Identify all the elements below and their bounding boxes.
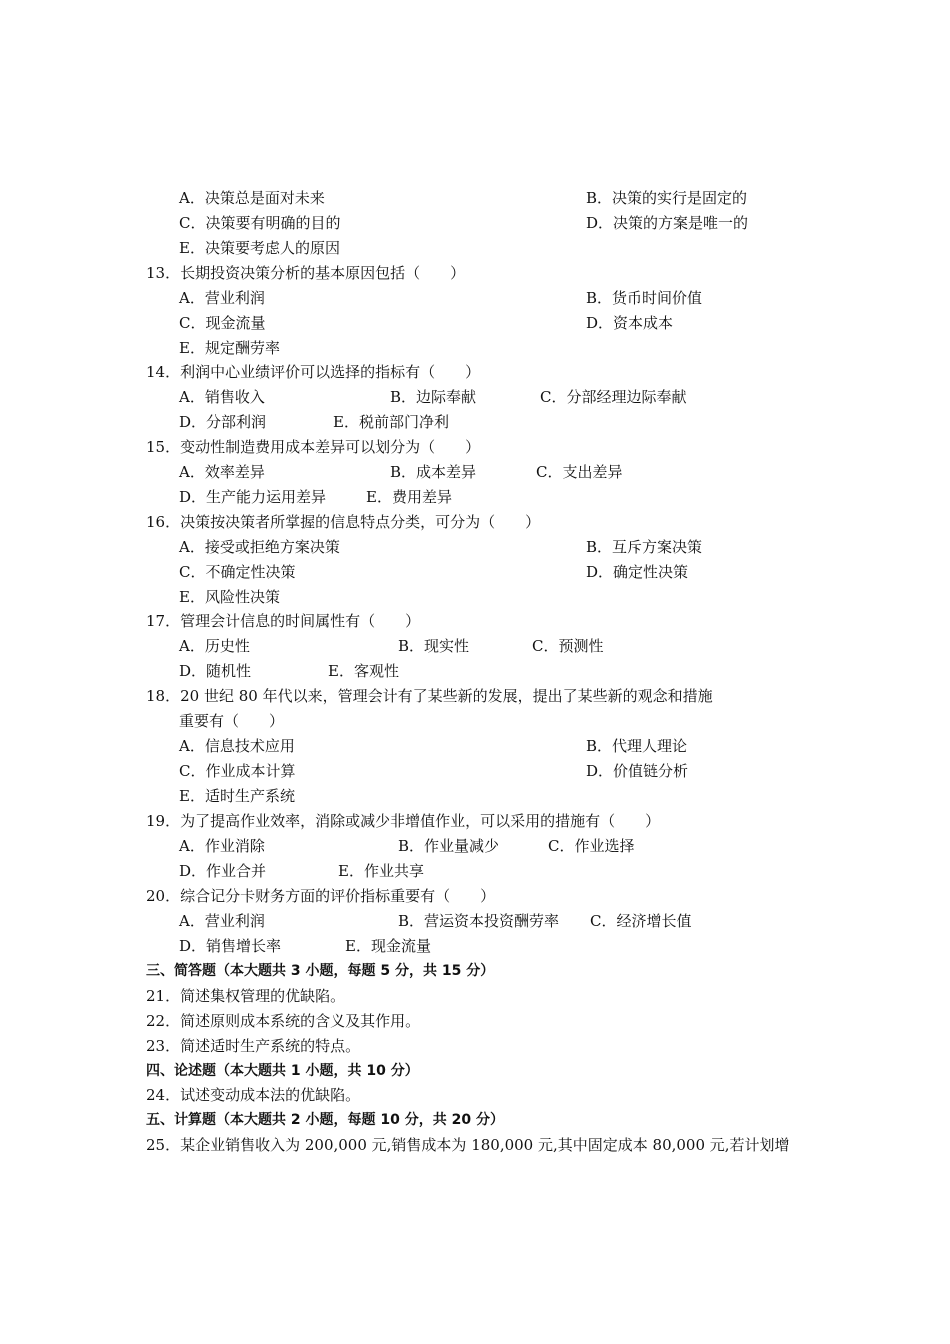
- q20-option-c: C．经济增长值: [590, 912, 692, 930]
- q13-option-e: E．规定酬劳率: [179, 339, 280, 357]
- q20-option-d: D．销售增长率: [179, 937, 282, 955]
- q14-option-e: E．税前部门净利: [333, 413, 449, 431]
- q13-option-d: D．资本成本: [586, 314, 674, 332]
- q24-text: 24．试述变动成本法的优缺陷。: [146, 1086, 361, 1104]
- q20-stem: 20．综合记分卡财务方面的评价指标重要有（ ）: [146, 887, 496, 905]
- q23-text: 23．简述适时生产系统的特点。: [146, 1037, 361, 1055]
- q22-text: 22．简述原则成本系统的含义及其作用。: [146, 1012, 421, 1030]
- q18-option-c: C．作业成本计算: [179, 762, 296, 780]
- q14-option-a: A．销售收入: [179, 388, 265, 406]
- q13-option-a: A．营业利润: [179, 289, 265, 307]
- q14-stem: 14．利润中心业绩评价可以选择的指标有（ ）: [146, 363, 481, 381]
- q18-option-d: D．价值链分析: [586, 762, 689, 780]
- q14-option-b: B．边际奉献: [390, 388, 477, 406]
- q15-option-b: B．成本差异: [390, 463, 477, 481]
- q15-option-a: A．效率差异: [179, 463, 265, 481]
- q17-option-e: E．客观性: [328, 662, 399, 680]
- q18-stem-line1: 18．20 世纪 80 年代以来，管理会计有了某些新的发展，提出了某些新的观念和措施: [146, 687, 713, 705]
- q16-option-e: E．风险性决策: [179, 588, 280, 606]
- q16-option-a: A．接受或拒绝方案决策: [179, 538, 340, 556]
- q17-stem: 17．管理会计信息的时间属性有（ ）: [146, 612, 421, 630]
- q15-option-c: C．支出差异: [536, 463, 623, 481]
- q16-option-c: C．不确定性决策: [179, 563, 296, 581]
- q18-stem-line2: 重要有（ ）: [179, 712, 285, 730]
- q13-option-b: B．货币时间价值: [586, 289, 703, 307]
- q19-option-a: A．作业消除: [179, 837, 265, 855]
- q18-option-b: B．代理人理论: [586, 737, 688, 755]
- q19-option-e: E．作业共享: [338, 862, 424, 880]
- q19-option-b: B．作业量减少: [398, 837, 500, 855]
- q20-option-b: B．营运资本投资酬劳率: [398, 912, 560, 930]
- section-4-title: 四、论述题（本大题共 1 小题，共 10 分）: [146, 1063, 419, 1079]
- section-5-title: 五、计算题（本大题共 2 小题，每题 10 分，共 20 分）: [146, 1112, 504, 1128]
- q18-option-a: A．信息技术应用: [179, 737, 295, 755]
- q13-option-c: C．现金流量: [179, 314, 266, 332]
- q12-option-a: A．决策总是面对未来: [179, 189, 325, 207]
- q12-option-b: B．决策的实行是固定的: [586, 189, 748, 207]
- q15-option-e: E．费用差异: [366, 488, 452, 506]
- q17-option-c: C．预测性: [532, 637, 604, 655]
- q20-option-a: A．营业利润: [179, 912, 265, 930]
- q16-option-b: B．互斥方案决策: [586, 538, 703, 556]
- q21-text: 21．简述集权管理的优缺陷。: [146, 987, 346, 1005]
- q16-stem: 16．决策按决策者所掌握的信息特点分类，可分为（ ）: [146, 513, 541, 531]
- q19-stem: 19．为了提高作业效率，消除或减少非增值作业，可以采用的措施有（ ）: [146, 812, 661, 830]
- q18-option-e: E．适时生产系统: [179, 787, 295, 805]
- q16-option-d: D．确定性决策: [586, 563, 689, 581]
- q17-option-b: B．现实性: [398, 637, 470, 655]
- q25-text: 25．某企业销售收入为 200,000 元,销售成本为 180,000 元,其中固定成本 80,000 元,若计划增: [146, 1136, 790, 1154]
- q15-stem: 15．变动性制造费用成本差异可以划分为（ ）: [146, 438, 481, 456]
- q12-option-c: C．决策要有明确的目的: [179, 214, 341, 232]
- section-3-title: 三、简答题（本大题共 3 小题，每题 5 分，共 15 分）: [146, 963, 495, 979]
- q14-option-c: C．分部经理边际奉献: [540, 388, 687, 406]
- q13-stem: 13．长期投资决策分析的基本原因包括（ ）: [146, 264, 466, 282]
- q19-option-c: C．作业选择: [548, 837, 635, 855]
- q15-option-d: D．生产能力运用差异: [179, 488, 327, 506]
- q12-option-d: D．决策的方案是唯一的: [586, 214, 749, 232]
- q17-option-a: A．历史性: [179, 637, 250, 655]
- q14-option-d: D．分部利润: [179, 413, 267, 431]
- q12-option-e: E．决策要考虑人的原因: [179, 239, 340, 257]
- q20-option-e: E．现金流量: [345, 937, 431, 955]
- q19-option-d: D．作业合并: [179, 862, 267, 880]
- q17-option-d: D．随机性: [179, 662, 252, 680]
